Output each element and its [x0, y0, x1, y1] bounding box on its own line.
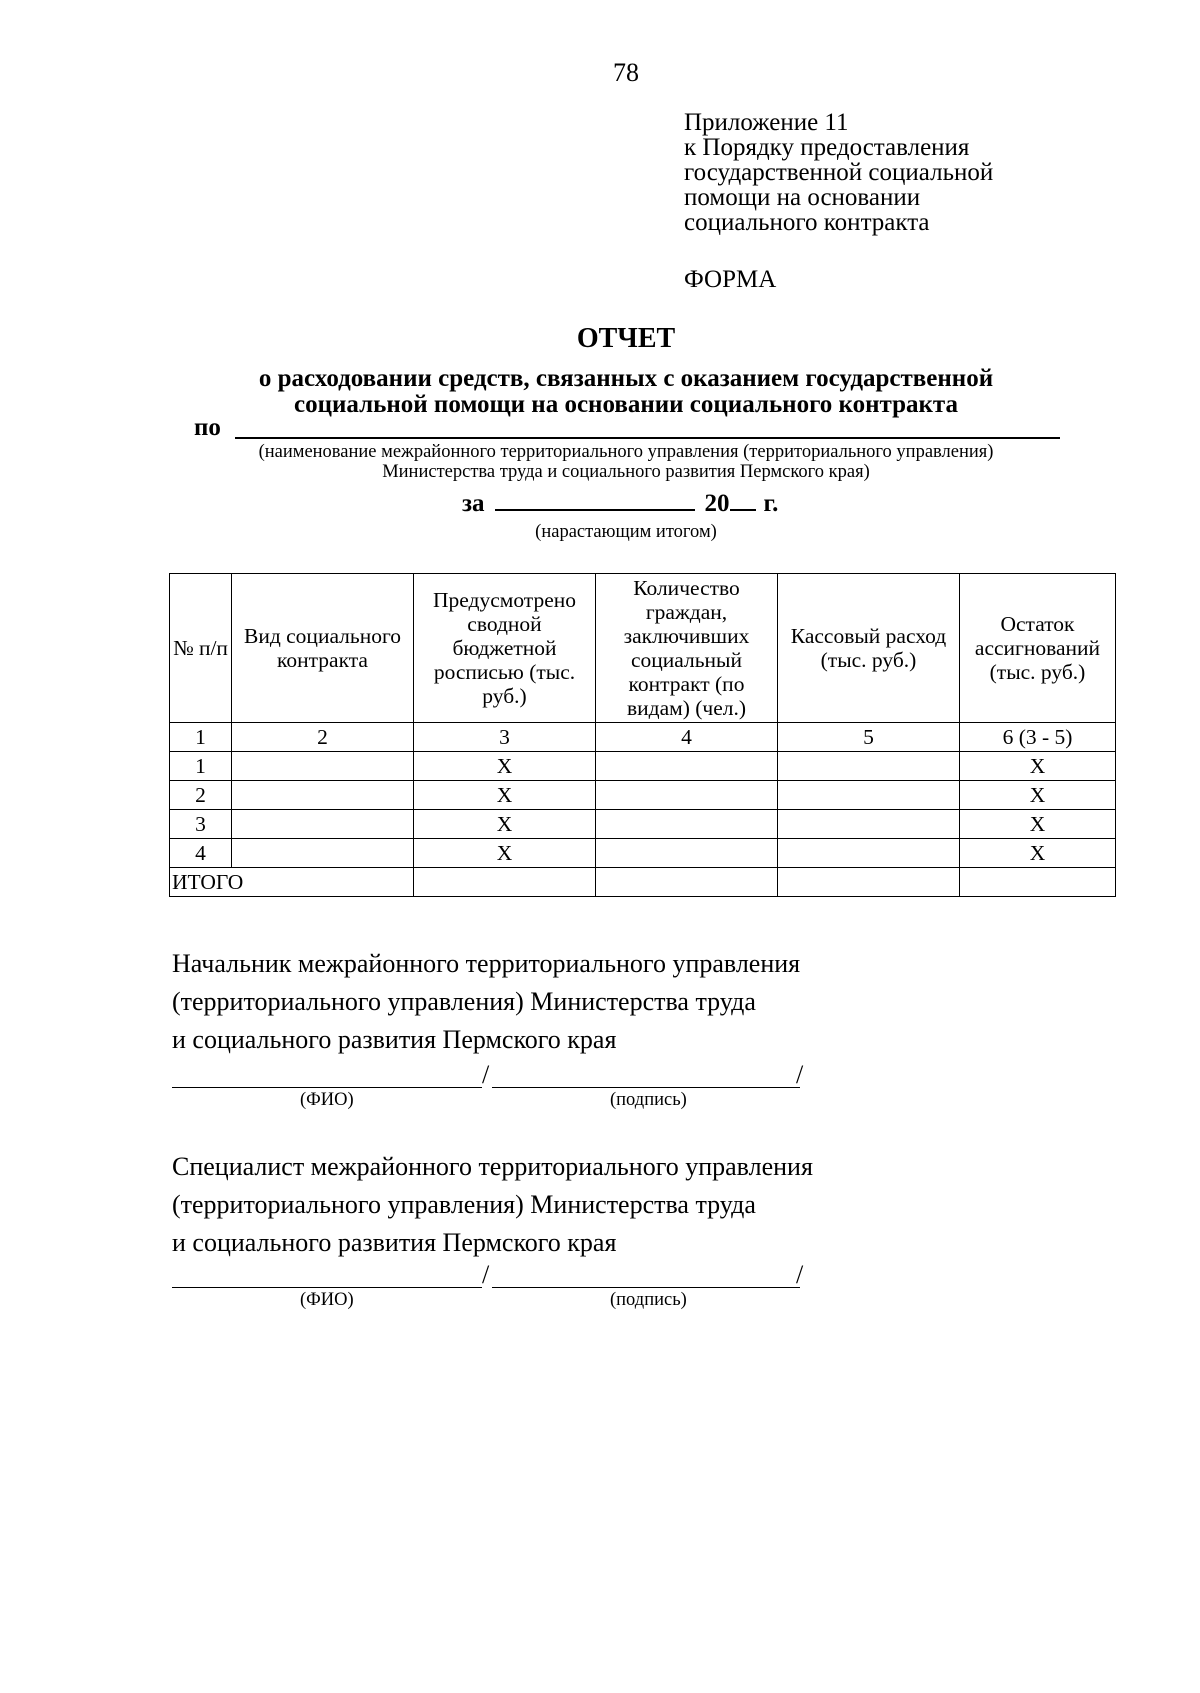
- signature-title-line: (территориального управления) Министерства труда: [172, 987, 756, 1016]
- column-number-cell: 2: [232, 723, 414, 752]
- organization-name-caption: [0, 442, 1200, 482]
- table-cell[interactable]: [778, 752, 960, 781]
- fio-line-head[interactable]: [172, 1087, 482, 1088]
- table-cell[interactable]: [596, 781, 778, 810]
- total-label: ИТОГО: [170, 868, 414, 897]
- table-cell: X: [960, 839, 1116, 868]
- signature-block-specialist: [172, 1148, 813, 1262]
- form-label: ФОРМА: [684, 266, 777, 293]
- subtitle-line: о расходовании средств, связанных с оказанием государственной: [258, 365, 994, 392]
- separator-slash: /: [796, 1260, 804, 1289]
- appendix-line: к Порядку предоставления: [684, 134, 970, 161]
- table-cell[interactable]: [596, 810, 778, 839]
- table-cell: 3: [170, 810, 232, 839]
- report-title: ОТЧЕТ: [576, 323, 676, 354]
- column-number-row: [170, 723, 1116, 752]
- table-cell[interactable]: [778, 781, 960, 810]
- signature-caption: (подпись): [610, 1090, 687, 1110]
- appendix-header: [684, 110, 993, 235]
- header-cell-budget: Предусмотрено сводной бюджетной росписью (тыс. руб.): [414, 574, 596, 723]
- period-year-blank[interactable]: [730, 491, 756, 511]
- appendix-line: государственной социальной: [684, 159, 994, 186]
- separator-slash: /: [482, 1260, 490, 1289]
- period-blank-line[interactable]: [495, 491, 695, 511]
- table-cell[interactable]: [778, 810, 960, 839]
- fio-caption: (ФИО): [300, 1090, 354, 1110]
- table-cell: X: [960, 781, 1116, 810]
- table-row: [170, 752, 1116, 781]
- signature-caption: (подпись): [610, 1290, 687, 1310]
- table-row: [170, 839, 1116, 868]
- signature-title-line: (территориального управления) Министерства труда: [172, 1190, 756, 1219]
- table-cell[interactable]: [232, 781, 414, 810]
- separator-slash: /: [796, 1060, 804, 1089]
- column-number-cell: 3: [414, 723, 596, 752]
- table-cell[interactable]: [596, 839, 778, 868]
- total-row: [170, 868, 1116, 897]
- caption-line: (наименование межрайонного территориального управления (территориального управления): [258, 442, 994, 462]
- period-year-prefix: 20: [704, 490, 730, 517]
- appendix-line: социального контракта: [684, 209, 930, 236]
- table-cell[interactable]: [778, 839, 960, 868]
- signature-title-line: Начальник межрайонного территориального управления: [172, 949, 801, 978]
- column-number-cell: 6 (3 - 5): [960, 723, 1116, 752]
- total-cell[interactable]: [778, 868, 960, 897]
- signature-title-line: и социального развития Пермского края: [172, 1228, 617, 1257]
- table-header-row: [170, 574, 1116, 723]
- period-caption: (нарастающим итогом): [535, 522, 717, 542]
- header-cell-cash-expense: Кассовый расход (тыс. руб.): [778, 574, 960, 723]
- signature-block-head: [172, 945, 800, 1059]
- column-number-cell: 1: [170, 723, 232, 752]
- page-number: 78: [613, 58, 639, 87]
- total-cell[interactable]: [596, 868, 778, 897]
- table-cell: X: [414, 752, 596, 781]
- header-cell-citizens-count: Количество граждан, заключивших социальный контракт (по видам) (чел.): [596, 574, 778, 723]
- table-cell: 2: [170, 781, 232, 810]
- table-cell: X: [414, 839, 596, 868]
- period-za-label: за: [462, 490, 485, 517]
- report-subtitle: [0, 366, 1200, 418]
- signature-line-specialist[interactable]: [492, 1287, 800, 1288]
- header-cell-number: № п/п: [170, 574, 232, 723]
- signature-line-head[interactable]: [492, 1087, 800, 1088]
- appendix-line: помощи на основании: [684, 184, 921, 211]
- table-cell: X: [414, 781, 596, 810]
- table-cell: X: [960, 752, 1116, 781]
- signature-title-line: Специалист межрайонного территориального управления: [172, 1152, 813, 1181]
- organization-name-line[interactable]: [235, 437, 1060, 439]
- header-cell-remaining: Остаток ассигнований (тыс. руб.): [960, 574, 1116, 723]
- po-label: по: [194, 414, 221, 441]
- fio-line-specialist[interactable]: [172, 1287, 482, 1288]
- table-cell[interactable]: [232, 752, 414, 781]
- header-cell-contract-type: Вид социального контракта: [232, 574, 414, 723]
- table-cell[interactable]: [232, 839, 414, 868]
- column-number-cell: 4: [596, 723, 778, 752]
- separator-slash: /: [482, 1060, 490, 1089]
- signature-title-line: и социального развития Пермского края: [172, 1025, 617, 1054]
- column-number-cell: 5: [778, 723, 960, 752]
- total-cell[interactable]: [414, 868, 596, 897]
- period-row: [462, 490, 778, 518]
- subtitle-line: социальной помощи на основании социального контракта: [293, 391, 959, 418]
- period-year-suffix: г.: [763, 490, 779, 517]
- report-table: [169, 573, 1116, 897]
- caption-line: Министерства труда и социального развития Пермского края): [382, 462, 870, 482]
- table-cell[interactable]: [596, 752, 778, 781]
- total-cell[interactable]: [960, 868, 1116, 897]
- table-cell: X: [960, 810, 1116, 839]
- fio-caption: (ФИО): [300, 1290, 354, 1310]
- table-row: [170, 810, 1116, 839]
- table-row: [170, 781, 1116, 810]
- appendix-line: Приложение 11: [684, 109, 849, 136]
- table-cell[interactable]: [232, 810, 414, 839]
- table-cell: X: [414, 810, 596, 839]
- table-cell: 1: [170, 752, 232, 781]
- table-cell: 4: [170, 839, 232, 868]
